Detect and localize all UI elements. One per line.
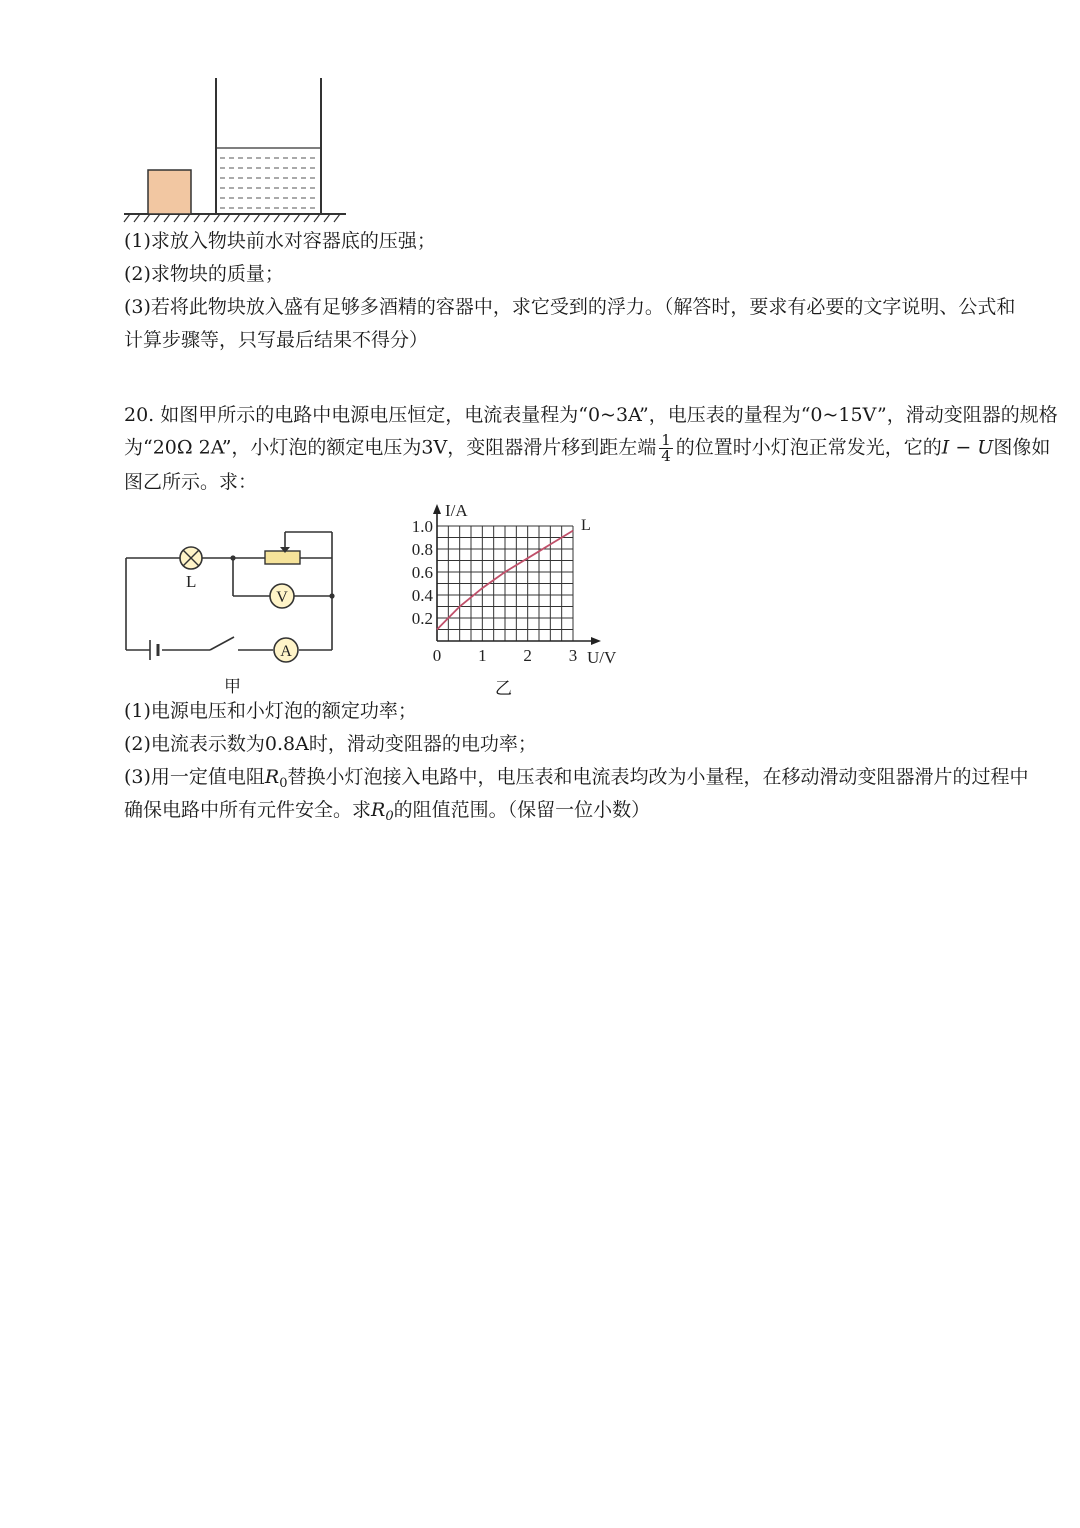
q20-line-1: 20. 如图甲所示的电路中电源电压恒定，电流表量程为“0~3A”，电压表的量程为“0~15V”，滑动变阻器的规格 [124,404,1058,426]
y-tick-label: 0.6 [411,563,433,582]
x-tick-label: 1 [478,646,487,665]
fraction: $\frac{1}{4}$ [661,431,671,465]
x-tick-label: 3 [568,646,578,665]
rheostat [265,551,300,564]
x-tick-label: 0 [432,646,442,665]
x-axis-label: U/V [587,648,617,667]
q20-part-1: (1)电源电压和小灯泡的额定功率； [124,700,417,722]
y-axis-label: I/A [445,501,468,520]
q20-part-3: (3)用一定值电阻$R_0$替换小灯泡接入电路中，电压表和电流表均改为小量程，在移动滑动变阻器滑片的过程中 [124,766,1029,791]
y-tick-label: 0.2 [411,609,433,628]
svg-text:V: V [276,589,288,606]
block [148,170,191,214]
q19-part-1: (1)求放入物块前水对容器底的压强； [124,230,436,252]
q19-part-3: (3)若将此物块放入盛有足够多酒精的容器中，求它受到的浮力。（解答时，要求有必要的文字说明、公式和 [124,296,1016,318]
q19-part-3-cont: 计算步骤等，只写最后结果不得分） [124,329,429,351]
lamp-label: L [186,572,197,591]
iu-graph [395,498,630,673]
q20-part-3-cont: 确保电路中所有元件安全。求$R_0$的阻值范围。（保留一位小数） [124,799,651,824]
circuit-diagram [120,520,350,670]
q20-part-2: (2)电流表示数为0.8A时，滑动变阻器的电功率； [124,733,537,755]
container-block-figure [120,70,360,230]
q19-part-2: (2)求物块的质量； [124,263,284,285]
circuit-caption: 甲 [224,677,241,697]
series-label-L: L [581,517,591,534]
y-axis-arrow [433,504,441,514]
q20-line-2: 为“20Ω 2A”，小灯泡的额定电压为3V，变阻器滑片移到距左端 $\frac{1}{4}$ 的位置时小灯泡正常发光，它的I − U图像如 [124,431,1051,465]
r0-symbol: $R_0$ [371,799,394,824]
y-tick-label: 0.4 [411,586,433,605]
x-tick-label: 2 [523,646,532,665]
q20-line-3: 图乙所示。求： [124,471,258,493]
y-tick-label: 0.8 [411,540,433,559]
y-tick-label: 1.0 [411,517,433,536]
svg-text:A: A [280,643,292,660]
graph-caption: 乙 [495,679,512,699]
x-axis-arrow [591,637,601,645]
